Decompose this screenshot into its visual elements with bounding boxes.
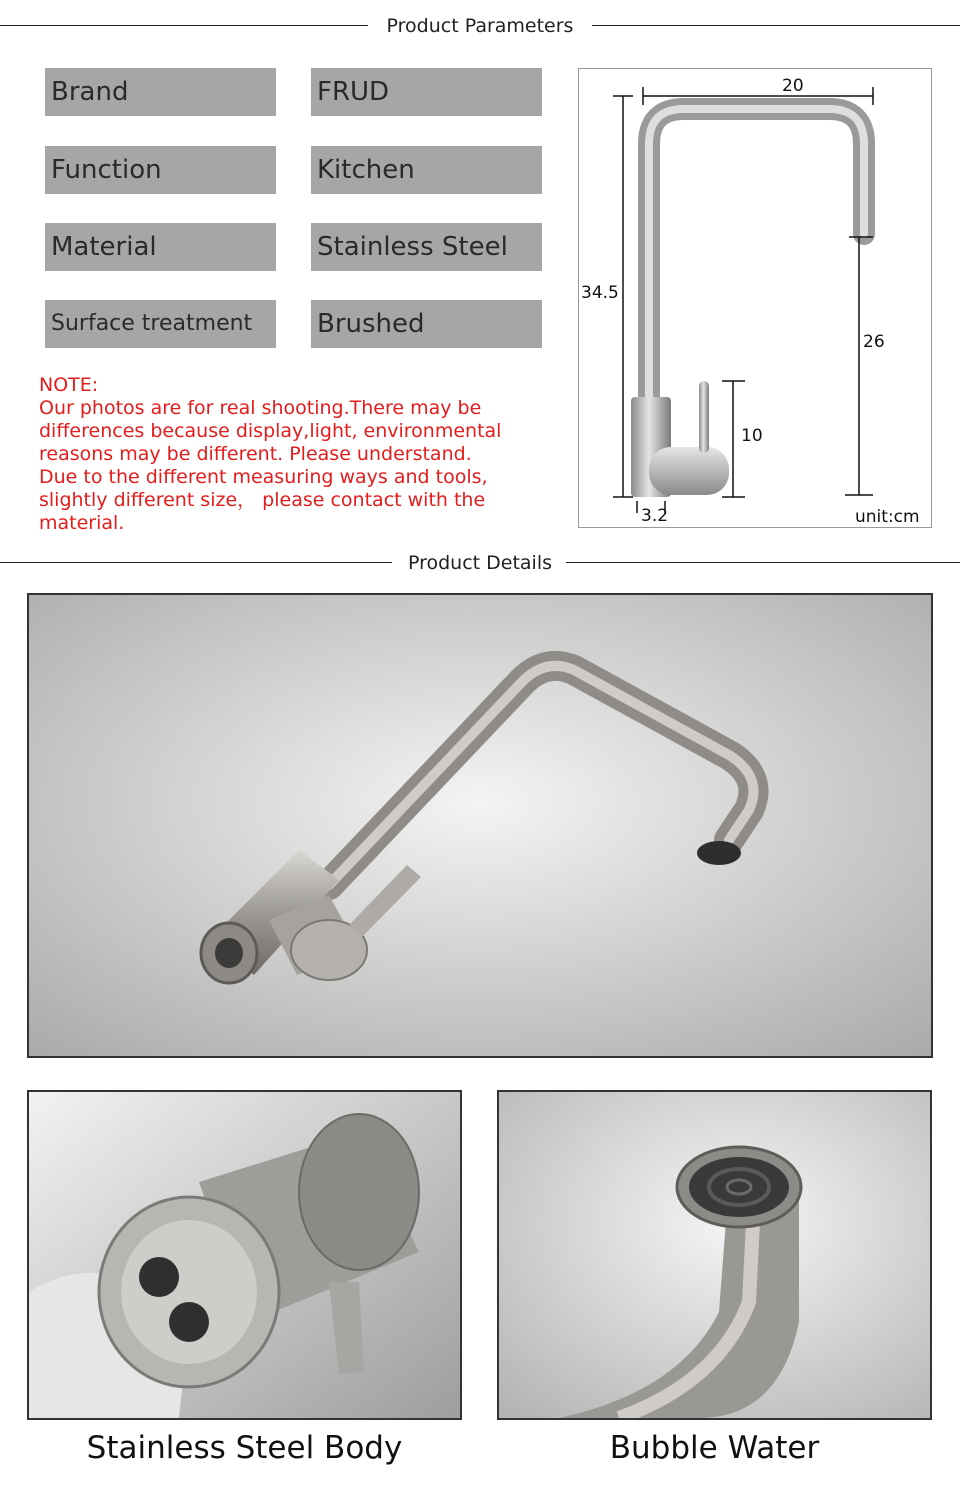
faucet-body-illustration (29, 1092, 460, 1418)
note-line: reasons may be different. Please understand. (39, 443, 472, 465)
section-title: Product Parameters (379, 15, 582, 37)
note-block (39, 374, 569, 535)
param-label-function: Function (45, 146, 276, 194)
handle-height-label: 10 (741, 426, 763, 446)
product-photo-body (27, 1090, 462, 1420)
product-parameters-heading (0, 13, 960, 37)
caption-aerator: Bubble Water (609, 1430, 820, 1466)
section-title: Product Details (400, 552, 560, 574)
faucet-handle-body-icon (649, 447, 729, 495)
base-width-label: 3.2 (641, 506, 669, 526)
param-value-surface: Brushed (311, 300, 542, 348)
param-value-function: Kitchen (311, 146, 542, 194)
dimension-diagram (578, 68, 932, 528)
caption-body: Stainless Steel Body (86, 1430, 403, 1466)
width-dimension-label: 20 (782, 76, 804, 96)
param-label-brand: Brand (45, 68, 276, 116)
product-photo-main (27, 593, 933, 1058)
faucet-photo-illustration (29, 595, 931, 1056)
note-line: differences because display,light, environmental (39, 420, 502, 442)
product-photo-aerator (497, 1090, 932, 1420)
faucet-aerator-illustration (499, 1092, 930, 1418)
note-title: NOTE: (39, 374, 99, 396)
param-value-brand: FRUD (311, 68, 542, 116)
note-line: Our photos are for real shooting.There may be (39, 397, 482, 419)
height-dimension-label: 34.5 (581, 283, 619, 303)
param-value-material: Stainless Steel (311, 223, 542, 271)
faucet-spout-icon (649, 109, 864, 399)
param-label-material: Material (45, 223, 276, 271)
param-label-surface: Surface treatment (45, 300, 276, 348)
unit-label: unit:cm (855, 507, 920, 527)
faucet-lever-icon (699, 381, 709, 453)
note-line: Due to the different measuring ways and tools, (39, 466, 488, 488)
faucet-dimension-drawing (579, 69, 931, 527)
note-line: slightly different size， please contact with the (39, 489, 486, 511)
spout-height-label: 26 (863, 332, 885, 352)
note-line: material. (39, 512, 125, 534)
product-details-heading (0, 550, 960, 574)
